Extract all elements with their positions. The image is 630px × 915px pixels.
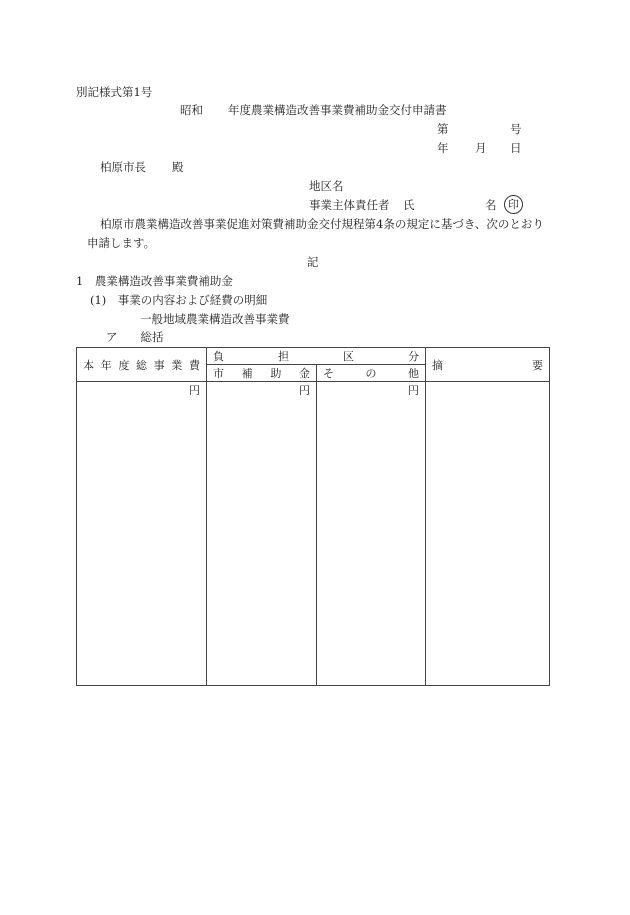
body-line-1: 柏原市農業構造改善事業促進対策費補助金交付規程第4条の規定に基づき、次のとおり (100, 217, 544, 231)
date-month: 月 (475, 141, 487, 155)
era-label: 昭和 (180, 103, 203, 117)
header-burden-label: 負 担 区 分 (213, 350, 419, 363)
doc-number-suffix: 号 (510, 122, 522, 136)
responsible-label: 事業主体責任者 (309, 198, 390, 212)
remarks-cell (426, 382, 550, 686)
header-city-subsidy (207, 365, 317, 382)
section-sub-1: (1) 事業の内容および経費の明細 (90, 293, 268, 307)
district-label: 地区名 (309, 179, 344, 193)
date-day: 日 (510, 141, 522, 155)
addressee-mayor: 柏原市長 (100, 160, 146, 174)
seal-mark: 印 (504, 195, 523, 214)
unit-yen: 円 (299, 384, 310, 397)
form-number: 別記様式第1号 (76, 85, 153, 99)
total-cost-cell (77, 382, 207, 686)
header-total-cost-label: 本 年 度 総 事 業 費 (83, 358, 200, 372)
ki-marker: 記 (307, 255, 319, 269)
body-line-2: 申請します。 (87, 236, 156, 250)
other-cell (317, 382, 426, 686)
header-other (317, 365, 426, 382)
unit-yen: 円 (408, 384, 419, 397)
section-sub-2: 一般地域農業構造改善事業費 (140, 312, 290, 326)
city-subsidy-cell (207, 382, 317, 686)
header-remarks (426, 348, 550, 382)
summary-table (76, 347, 550, 686)
document-title: 年度農業構造改善事業費補助金交付申請書 (228, 103, 447, 117)
date-year: 年 (437, 141, 449, 155)
header-burden (207, 348, 426, 365)
header-city-subsidy-label: 市 補 助 金 (213, 367, 310, 380)
addressee-honorific: 殿 (172, 160, 184, 174)
header-total-cost (77, 348, 207, 382)
section-item-1: 1 農業構造改善事業費補助金 (76, 274, 233, 288)
header-remarks-label: 摘 要 (432, 358, 543, 372)
section-sub-3: ア 総括 (106, 330, 164, 344)
doc-number-prefix: 第 (437, 122, 449, 136)
name-label-first: 氏 (403, 198, 415, 212)
unit-yen: 円 (189, 384, 200, 397)
name-label-second: 名 (485, 198, 497, 212)
header-other-label: そ の 他 (323, 367, 419, 380)
